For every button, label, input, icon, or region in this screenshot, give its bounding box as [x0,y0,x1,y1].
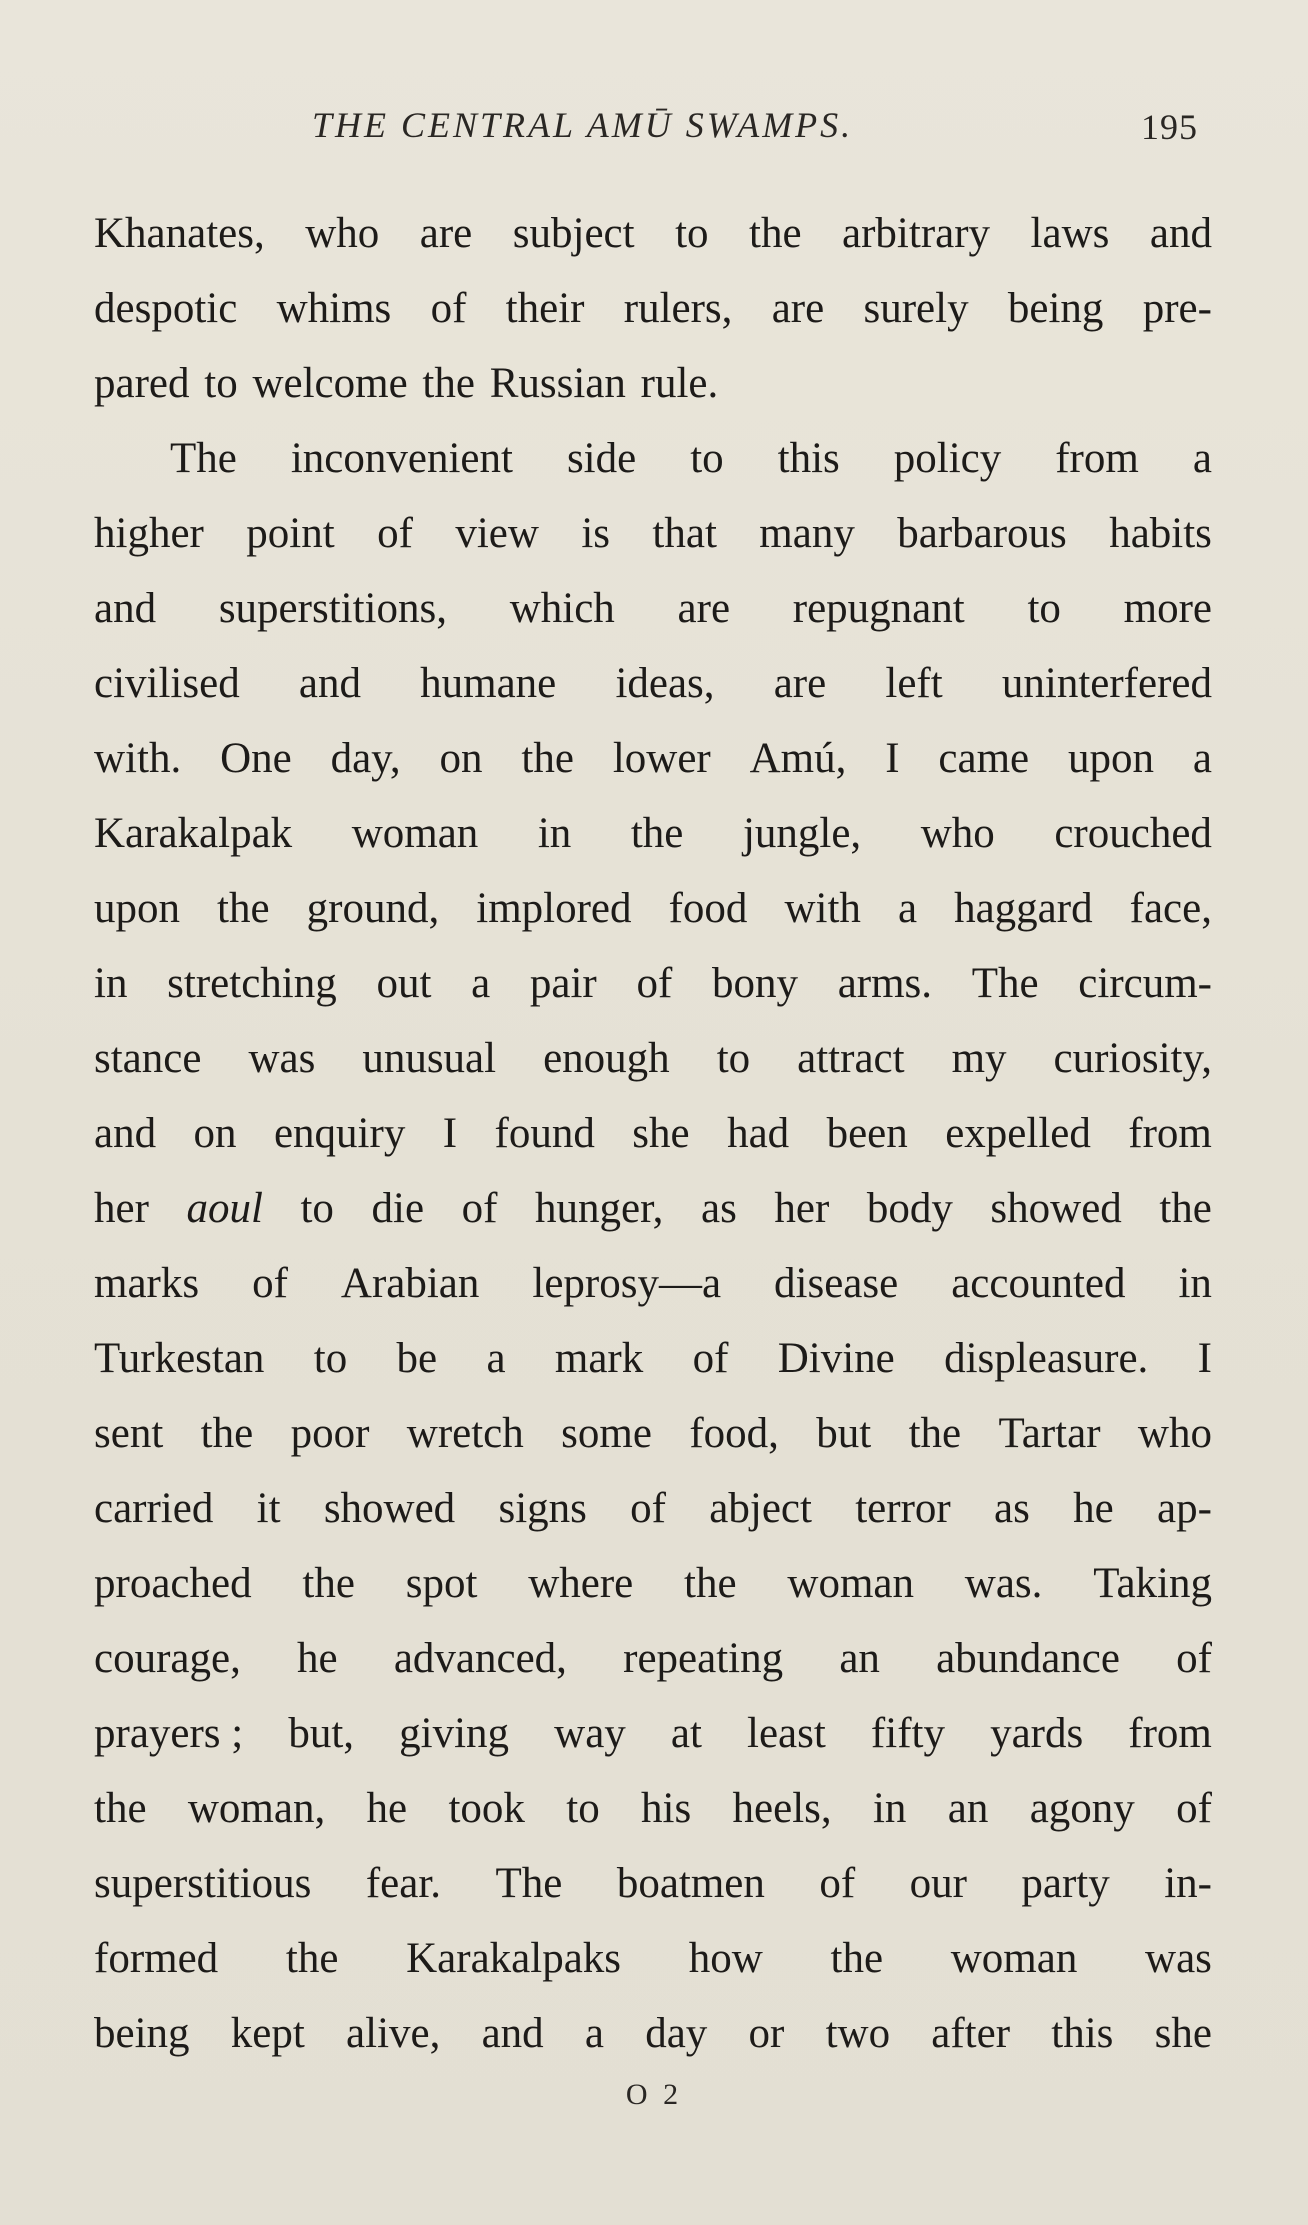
page-number: 195 [1141,107,1198,147]
word: an [839,1635,880,1682]
word: Karakalpaks [406,1935,622,1982]
word: woman [950,1935,1078,1982]
word: she [1154,2010,1212,2057]
word: showed [323,1485,456,1532]
word: superstitious [94,1860,312,1907]
word: formed [94,1935,219,1982]
text-line [94,1996,1212,2071]
word: being [94,2010,190,2057]
text-line [94,271,1212,346]
word: abundance [936,1635,1120,1682]
word: circum- [1078,960,1212,1007]
word: he [297,1635,338,1682]
word: kept [230,2010,305,2057]
signature-mark: O 2 [625,2078,683,2111]
word: their [505,285,585,332]
word: in [1178,1260,1212,1307]
word: terror [855,1485,951,1532]
word: my [951,1035,1007,1082]
word: repugnant [792,585,965,632]
word: the [1159,1185,1212,1232]
text-line [94,571,1212,646]
word: her [94,1185,149,1232]
word: is [581,510,610,557]
word: alive, [346,2010,441,2057]
word: signs [498,1485,587,1532]
text-line [94,1096,1212,1171]
word: to [675,210,709,257]
word: a [1192,435,1212,482]
word: a [1192,735,1212,782]
word: as [994,1485,1030,1532]
word: the [217,885,270,932]
word: of [377,510,413,557]
word: after [931,2010,1011,2057]
word: marks [94,1260,200,1307]
word: woman [351,810,479,857]
word: ground, [306,885,440,932]
word: a [486,1335,506,1382]
word: surely [863,285,969,332]
word: habits [1109,510,1212,557]
word: courage, [94,1635,241,1682]
word: enquiry [273,1110,406,1157]
text-line [94,496,1212,571]
word: ideas, [615,660,715,707]
text-line [94,1621,1212,1696]
word: bony [711,960,798,1007]
word: side [566,435,637,482]
word: face, [1129,885,1212,932]
word: be [396,1335,438,1382]
word: whims [276,285,392,332]
word: attract [797,1035,905,1082]
word: hunger, [535,1185,664,1232]
word: but [816,1410,872,1457]
word: the [94,1785,147,1832]
word: abject [709,1485,812,1532]
word: as [701,1185,737,1232]
word: enough [543,1035,670,1082]
word: and [94,585,157,632]
word: crouched [1054,810,1212,857]
word: disease [774,1260,899,1307]
running-head [90,100,1208,160]
word: the [630,810,684,857]
word: to [204,360,238,407]
word: a [584,2010,604,2057]
word: advanced, [393,1635,567,1682]
text-line [94,1321,1212,1396]
word: are [677,585,731,632]
word: higher [94,510,204,557]
word: stretching [167,960,337,1007]
text-line [94,1771,1212,1846]
word: on [439,735,483,782]
word: barbarous [897,510,1067,557]
text-line [94,796,1212,871]
word: was [248,1035,316,1082]
word: more [1123,585,1212,632]
text-line [94,1546,1212,1621]
word: arbitrary [842,210,991,257]
word: woman [787,1560,914,1607]
word: she [632,1110,690,1157]
word: the [521,735,574,782]
word: fear. [365,1860,442,1907]
word: day, [330,735,401,782]
text-line [94,1471,1212,1546]
word: pre- [1142,285,1212,332]
word: accounted [951,1260,1126,1307]
word: view [455,510,539,557]
word: to [1027,585,1061,632]
word: despotic [94,285,238,332]
word: he [366,1785,408,1832]
word: arms. [837,960,933,1007]
word: it [256,1485,281,1532]
word: agony [1029,1785,1135,1832]
text-line [94,1171,1212,1246]
word: proached [94,1560,252,1607]
word: the [908,1410,962,1457]
word: in [872,1785,907,1832]
word: point [246,510,335,557]
text-line [94,1846,1212,1921]
word: lower [612,735,711,782]
word: the [285,1935,339,1982]
text-line [94,346,1212,421]
word: repeating [623,1635,784,1682]
word: of [252,1260,288,1307]
word: her [774,1185,830,1232]
word: unusual [362,1035,497,1082]
word: upon [1068,735,1154,782]
word: some [561,1410,652,1457]
word: of [1176,1635,1212,1682]
word: or [748,2010,785,2057]
word: the [200,1410,254,1457]
word: had [727,1110,790,1157]
word: was. [964,1560,1043,1607]
word: die [371,1185,425,1232]
word: expelled [945,1110,1091,1157]
word: of [461,1185,498,1232]
text-line [94,721,1212,796]
word: Divine [777,1335,895,1382]
word: the [749,210,802,257]
word: at [670,1710,702,1757]
word: least [747,1710,826,1757]
word: heels, [732,1785,832,1832]
word: I [442,1110,458,1157]
word: how [688,1935,763,1982]
word: on [193,1110,237,1157]
word: Turkestan [94,1335,265,1382]
word: The [495,1860,563,1907]
word: pair [529,960,597,1007]
word: welcome [252,360,408,407]
word: Tartar [998,1410,1101,1457]
word: carried [94,1485,214,1532]
word: curiosity, [1053,1035,1212,1082]
word: rule. [640,360,719,407]
word: a [897,885,918,932]
word: with. [94,735,182,782]
word: to [690,435,724,482]
word: to [566,1785,600,1832]
word: of [630,1485,666,1532]
word: Khanates, [94,210,265,257]
word: the [684,1560,737,1607]
word: woman, [187,1785,326,1832]
word: the [422,360,475,407]
word: of [636,960,673,1007]
word: who [1137,1410,1212,1457]
word: yards [990,1710,1084,1757]
word: boatmen [616,1860,765,1907]
word: in- [1164,1860,1212,1907]
word: this [1051,2010,1114,2057]
word: to [313,1335,348,1382]
word: left [885,660,943,707]
word: displeasure. [944,1335,1149,1382]
text-line [94,946,1212,1021]
text-line [94,871,1212,946]
word: Karakalpak [94,810,293,857]
word: came [938,735,1030,782]
word: where [528,1560,634,1607]
word: Russian [489,360,626,407]
word: upon [94,885,180,932]
word: from [1128,1710,1212,1757]
word: who [305,210,380,257]
word: from [1055,435,1139,482]
word: in [537,810,572,857]
word: took [448,1785,525,1832]
word: and [1149,210,1212,257]
text-line [94,1921,1212,1996]
word: and [298,660,361,707]
word: are [419,210,473,257]
word: spot [405,1560,478,1607]
word: The [971,960,1039,1007]
word: from [1128,1110,1212,1157]
text-line [94,1396,1212,1471]
word: laws [1030,210,1110,257]
word: ap- [1156,1485,1212,1532]
word: of [430,285,467,332]
word: The [170,435,237,482]
text-line [94,1246,1212,1321]
word: civilised [94,660,240,707]
word: I [885,735,900,782]
word: stance [94,1035,202,1082]
body-text [94,196,1212,2071]
word: being [1007,285,1104,332]
word: subject [512,210,635,257]
word: his [641,1785,692,1832]
word: was [1145,1935,1212,1982]
word: of [819,1860,856,1907]
word: are [773,660,827,707]
word: Arabian [340,1260,480,1307]
word: to [716,1035,751,1082]
word: giving [399,1710,510,1757]
word: poor [290,1410,370,1457]
running-title: THE CENTRAL AMŪ SWAMPS. [312,105,854,145]
word: Amú, [749,735,847,782]
word: an [947,1785,989,1832]
word: food [668,885,748,932]
word: he [1073,1485,1114,1532]
word: way [554,1710,626,1757]
word: been [826,1110,908,1157]
word: sent [94,1410,164,1457]
word: leprosy—a [532,1260,722,1307]
text-line [94,646,1212,721]
word: aoul [186,1185,263,1232]
word: uninterfered [1001,660,1212,707]
word: who [920,810,995,857]
word: a [471,960,491,1007]
word: prayers ; [94,1710,244,1757]
word: found [494,1110,595,1157]
word: haggard [954,885,1093,932]
word: in [94,960,128,1007]
word: of [1176,1785,1212,1832]
word: two [825,2010,891,2057]
word: the [830,1935,884,1982]
word: the [302,1560,355,1607]
word: with [784,885,861,932]
word: rulers, [623,285,733,332]
word: I [1197,1335,1212,1382]
word: superstitions, [218,585,447,632]
word: which [509,585,615,632]
word: to [300,1185,334,1232]
word: but, [288,1710,355,1757]
word: Taking [1093,1560,1212,1607]
word: and [481,2010,544,2057]
word: pared [94,360,190,407]
word: policy [893,435,1002,482]
text-line [94,1696,1212,1771]
word: party [1021,1860,1110,1907]
word: One [220,735,292,782]
word: many [759,510,855,557]
word: day [645,2010,708,2057]
word: wretch [406,1410,524,1457]
text-line [94,196,1212,271]
text-line [94,421,1212,496]
word: our [909,1860,967,1907]
word: of [692,1335,729,1382]
word: fifty [870,1710,945,1757]
word: body [866,1185,953,1232]
word: implored [476,885,632,932]
word: food, [689,1410,779,1457]
text-line [94,1021,1212,1096]
word: mark [554,1335,644,1382]
word: humane [420,660,557,707]
word: this [777,435,840,482]
word: and [94,1110,157,1157]
word: jungle, [742,810,862,857]
word: that [652,510,717,557]
word: showed [990,1185,1122,1232]
word: out [376,960,432,1007]
word: inconvenient [290,435,513,482]
word: are [771,285,825,332]
